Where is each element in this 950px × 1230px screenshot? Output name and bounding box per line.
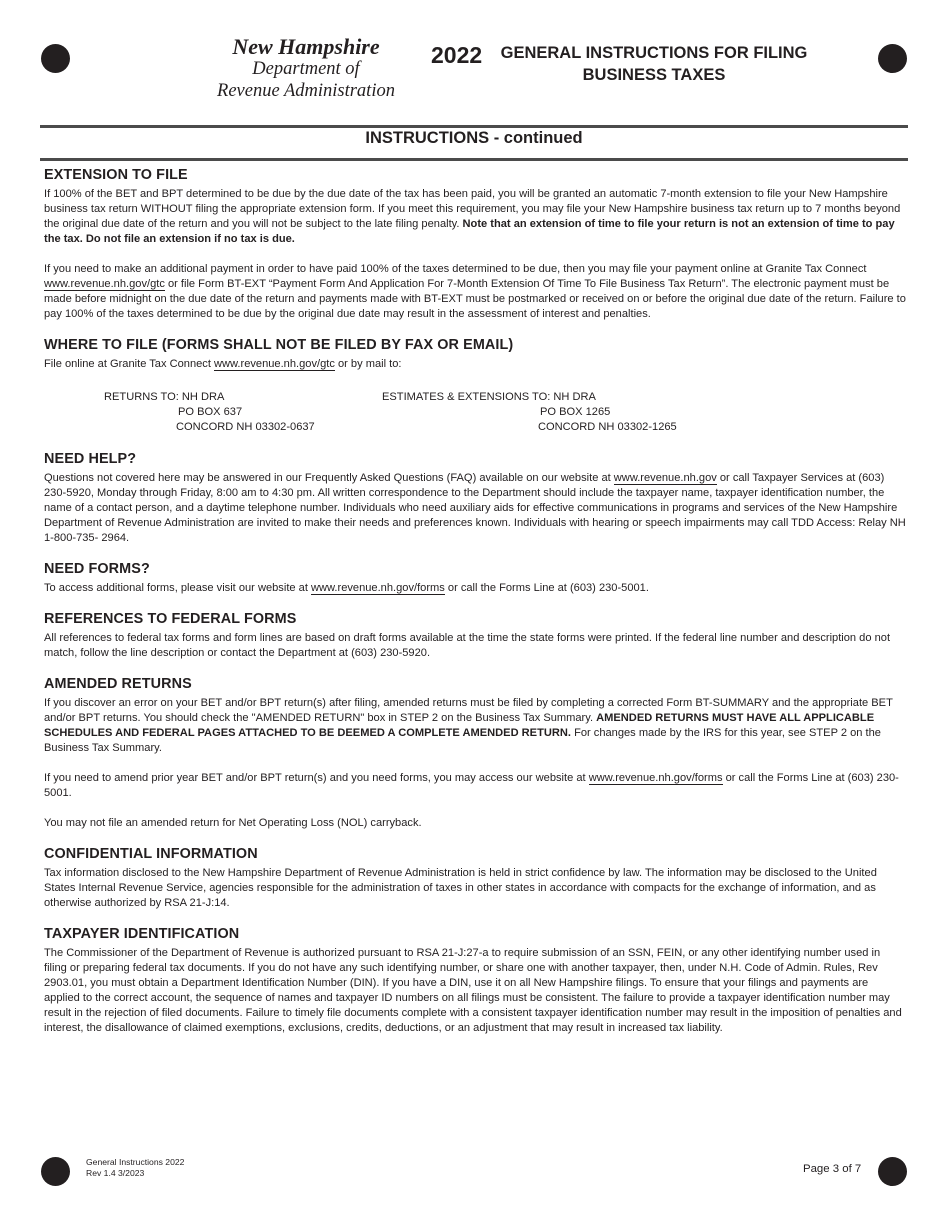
section-need-help — [44, 450, 906, 546]
form-title-line-1: GENERAL INSTRUCTIONS FOR FILING — [500, 44, 808, 62]
agency-name — [195, 36, 417, 102]
form-title-line-2: BUSINESS TAXES — [582, 66, 726, 84]
paragraph: The Commissioner of the Department of Revenue is authorized pursuant to RSA 21-J:27-a to require submission of an SSN, FEIN, or any other identifying number used in filing or preparing federal tax documents. If you do not have any such identifying number, or share one with another taxpayer, then, under N.H. Code of Admin. Rules, Rev 2903.01, you must obtain a Department Identification Number (DIN). If you have a DIN, use it on all New Hampshire filings. To ensure that your filings and payments are applied to the correct account, the sequence of names and taxpayer ID numbers on all filings must be consistent. The failure to provide a taxpayer identification number may result in the rejection of filed documents. Failure to timely file documents complete with a consistent taxpayer identification number may result in the imposition of penalties and interest, the disallowance of claimed exemptions, exclusions, credits, deductions, or an adjustment that may result in increased tax liability. — [44, 947, 902, 1034]
agency-line-1: New Hampshire — [232, 34, 380, 59]
section-banner: INSTRUCTIONS - continued — [365, 129, 583, 147]
paragraph: If 100% of the BET and BPT determined to be due by the due date of the tax has been paid, you will be granted an automatic 7-month extension to file your New Hampshire business tax return WITHOUT filing the appropriate extension form. If you meet this requirement, you may file your New Hampshire business tax return up to 7 months beyond the original due date of the return and you will not be subject to the late filing penalty. Note that an extension of time to file your return is not an extension of time to pay the tax. Do not file an extension if no tax is due. — [44, 188, 901, 245]
paragraph: Tax information disclosed to the New Hampshire Department of Revenue Administration is held in strict confidence by law. The information may be disclosed to the United States Internal Revenue Service, agencies responsible for the administration of taxes in other states in accordance with compacts for the exchange of information, and as otherwise authorized by RSA 21-J:14. — [44, 867, 877, 909]
section-heading: EXTENSION TO FILE — [44, 167, 188, 183]
section-where-to-file — [44, 336, 906, 438]
section-need-forms — [44, 560, 906, 596]
footer-form-name: General Instructions 2022 — [86, 1157, 185, 1167]
forms-link[interactable]: www.revenue.nh.gov/forms — [311, 582, 445, 594]
section-amended-returns — [44, 675, 906, 831]
footer-revision: Rev 1.4 3/2023 — [86, 1168, 145, 1178]
registration-mark-top-right — [878, 44, 907, 73]
paragraph: File online at Granite Tax Connect www.revenue.nh.gov/gtc or by mail to: — [44, 358, 402, 370]
website-link[interactable]: www.revenue.nh.gov — [613, 472, 717, 484]
paragraph: All references to federal tax forms and form lines are based on draft forms available at the time the state forms were printed. If the federal line number and description do not match, follow the line description or contact the Department at (603) 230-5920. — [44, 632, 891, 659]
agency-line-3: Revenue Administration — [217, 81, 395, 101]
registration-mark-top-left — [41, 44, 70, 73]
section-federal-forms — [44, 610, 906, 661]
paragraph: If you discover an error on your BET and/or BPT return(s) after filing, amended returns must be filed by completing a corrected Form BT-SUMMARY and the appropriate BET and/or BPT returns. You should check the "AMENDED RETURN" box in STEP 2 on the Business Tax Summary. AMENDED RETURNS MUST HAVE ALL APPLICABLE SCHEDULES AND FEDERAL PAGES ATTACHED TO BE DEEMED A COMPLETE AMENDED RETURN. For changes made by the IRS for this year, see STEP 2 on the Business Tax Summary. — [44, 697, 893, 754]
forms-link[interactable]: www.revenue.nh.gov/forms — [588, 772, 723, 784]
banner-rule — [40, 158, 908, 161]
estimates-address: ESTIMATES & EXTENSIONS TO: NH DRA PO BOX 1265 CONCORD NH 03302-1265 — [382, 391, 677, 433]
section-heading: NEED HELP? — [44, 451, 137, 467]
form-title — [498, 42, 810, 86]
footer-form-info — [86, 1157, 184, 1179]
instructions-body — [44, 166, 906, 1050]
top-rule — [40, 125, 908, 128]
registration-mark-bottom-right — [878, 1157, 907, 1186]
section-taxpayer-id — [44, 925, 906, 1036]
paragraph: Questions not covered here may be answered in our Frequently Asked Questions (FAQ) available on our website at www.revenue.nh.gov or call Taxpayer Services at (603) 230-5920, Monday through Friday, 8:00 am to 4:30 pm. All written correspondence to the Department should include the taxpayer name, taxpayer identification number, the name of a contact person, and a daytime telephone number. Individuals who need auxiliary aids for effective communications in programs and services of the New Hampshire Department of Revenue Administration are invited to make their needs and preferences known. Individuals with hearing or speech impairments may call TDD Access: Relay NH 1-800-735- 2964. — [44, 472, 906, 544]
tax-year: 2022 — [431, 42, 483, 68]
paragraph: You may not file an amended return for Net Operating Loss (NOL) carryback. — [44, 817, 422, 829]
section-heading: AMENDED RETURNS — [44, 676, 192, 692]
page-number: Page 3 of 7 — [803, 1163, 862, 1175]
agency-line-2: Department of — [252, 59, 360, 79]
section-confidential — [44, 845, 906, 911]
mailing-addresses — [44, 390, 906, 438]
paragraph: To access additional forms, please visit our website at www.revenue.nh.gov/forms or call the Forms Line at (603) 230-5001. — [44, 582, 649, 594]
section-heading: WHERE TO FILE (FORMS SHALL NOT BE FILED BY FAX OR EMAIL) — [44, 337, 514, 353]
gtc-link[interactable]: www.revenue.nh.gov/gtc — [44, 278, 165, 290]
gtc-link[interactable]: www.revenue.nh.gov/gtc — [214, 358, 335, 370]
paragraph: If you need to amend prior year BET and/or BPT return(s) and you need forms, you may access our website at www.revenue.nh.gov/forms or call the Forms Line at (603) 230-5001. — [44, 772, 899, 799]
section-heading: NEED FORMS? — [44, 561, 150, 577]
returns-address: RETURNS TO: NH DRA PO BOX 637 CONCORD NH 03302-0637 — [104, 391, 315, 433]
section-extension — [44, 166, 906, 322]
registration-mark-bottom-left — [41, 1157, 70, 1186]
paragraph: If you need to make an additional payment in order to have paid 100% of the taxes determined to be due, then you may file your payment online at Granite Tax Connect www.revenue.nh.gov/gtc or file Form BT-EXT “Payment Form And Application For 7-Month Extension Of Time To File Business Tax Return”. The electronic payment must be made before midnight on the due date of the return and payments made with BT-EXT must be postmarked or received on or before the original due date of the return. Failure to pay 100% of the taxes determined to be due by the original due date may result in the assessment of interest and penalties. — [44, 263, 906, 320]
section-heading: TAXPAYER IDENTIFICATION — [44, 926, 240, 942]
section-heading: CONFIDENTIAL INFORMATION — [44, 846, 258, 862]
section-heading: REFERENCES TO FEDERAL FORMS — [44, 611, 297, 627]
